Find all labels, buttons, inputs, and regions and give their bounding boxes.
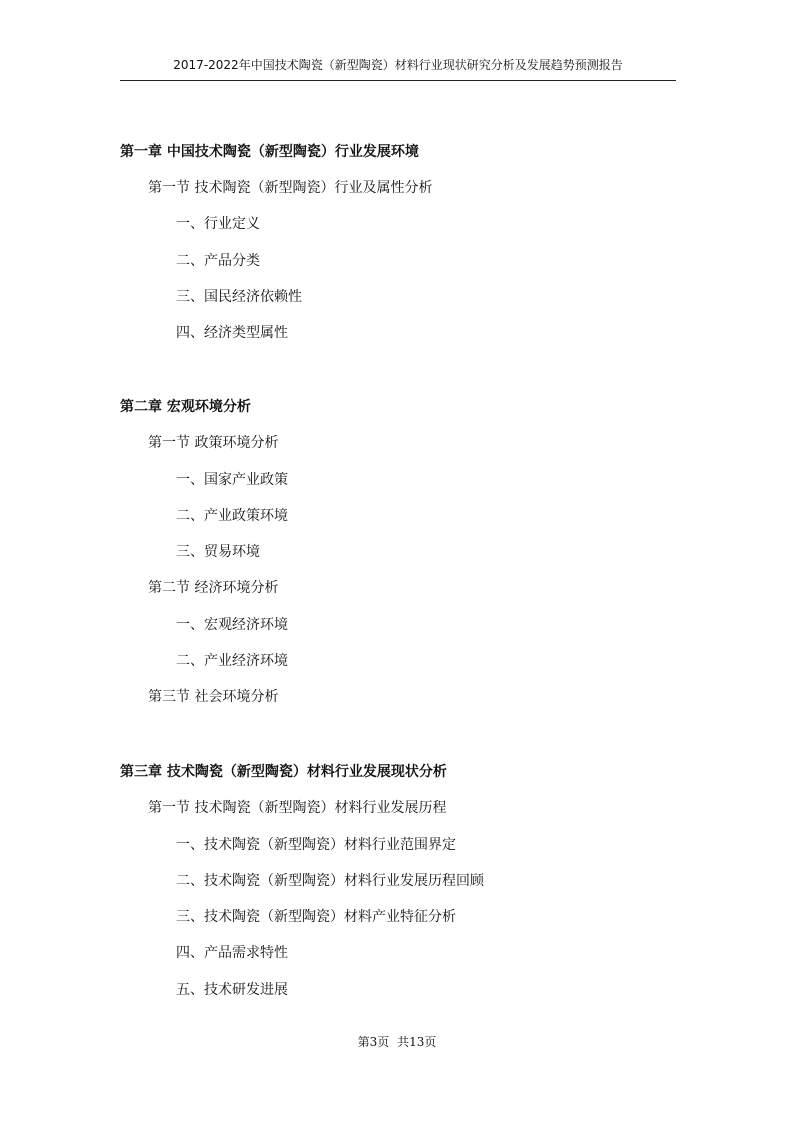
header-divider [120, 80, 676, 81]
chapter-2-title: 第二章 宏观环境分析 [120, 399, 251, 415]
toc-item: 一、国家产业政策 [176, 472, 288, 488]
page-header-title: 2017-2022年中国技术陶瓷（新型陶瓷）材料行业现状研究分析及发展趋势预测报告 [173, 58, 623, 72]
toc-item: 四、产品需求特性 [176, 945, 288, 961]
page-total: 共13页 [397, 1035, 437, 1049]
chapter-1-title: 第一章 中国技术陶瓷（新型陶瓷）行业发展环境 [120, 144, 419, 160]
toc-item: 五、技术研发进展 [176, 982, 288, 998]
chapter-3-section-1: 第一节 技术陶瓷（新型陶瓷）材料行业发展历程 [148, 800, 447, 816]
toc-item: 二、产业政策环境 [176, 508, 288, 524]
page-number: 第3页 [357, 1035, 390, 1049]
page-footer [0, 1033, 794, 1050]
toc-item: 二、产业经济环境 [176, 653, 288, 669]
chapter-3-title: 第三章 技术陶瓷（新型陶瓷）材料行业发展现状分析 [120, 764, 447, 780]
toc-item: 一、行业定义 [176, 216, 260, 232]
chapter-2-section-2: 第二节 经济环境分析 [148, 580, 279, 596]
toc-item: 三、国民经济依赖性 [176, 289, 302, 305]
toc-item: 二、产品分类 [176, 253, 260, 269]
chapter-1-section-1: 第一节 技术陶瓷（新型陶瓷）行业及属性分析 [148, 180, 433, 196]
toc-item: 一、宏观经济环境 [176, 617, 288, 633]
toc-item: 二、技术陶瓷（新型陶瓷）材料行业发展历程回顾 [176, 873, 484, 889]
toc-item: 一、技术陶瓷（新型陶瓷）材料行业范围界定 [176, 837, 456, 853]
toc-item: 三、贸易环境 [176, 544, 260, 560]
chapter-2-section-1: 第一节 政策环境分析 [148, 435, 279, 451]
toc-item: 四、经济类型属性 [176, 325, 288, 341]
toc-item: 三、技术陶瓷（新型陶瓷）材料产业特征分析 [176, 909, 456, 925]
chapter-2-section-3: 第三节 社会环境分析 [148, 689, 279, 705]
